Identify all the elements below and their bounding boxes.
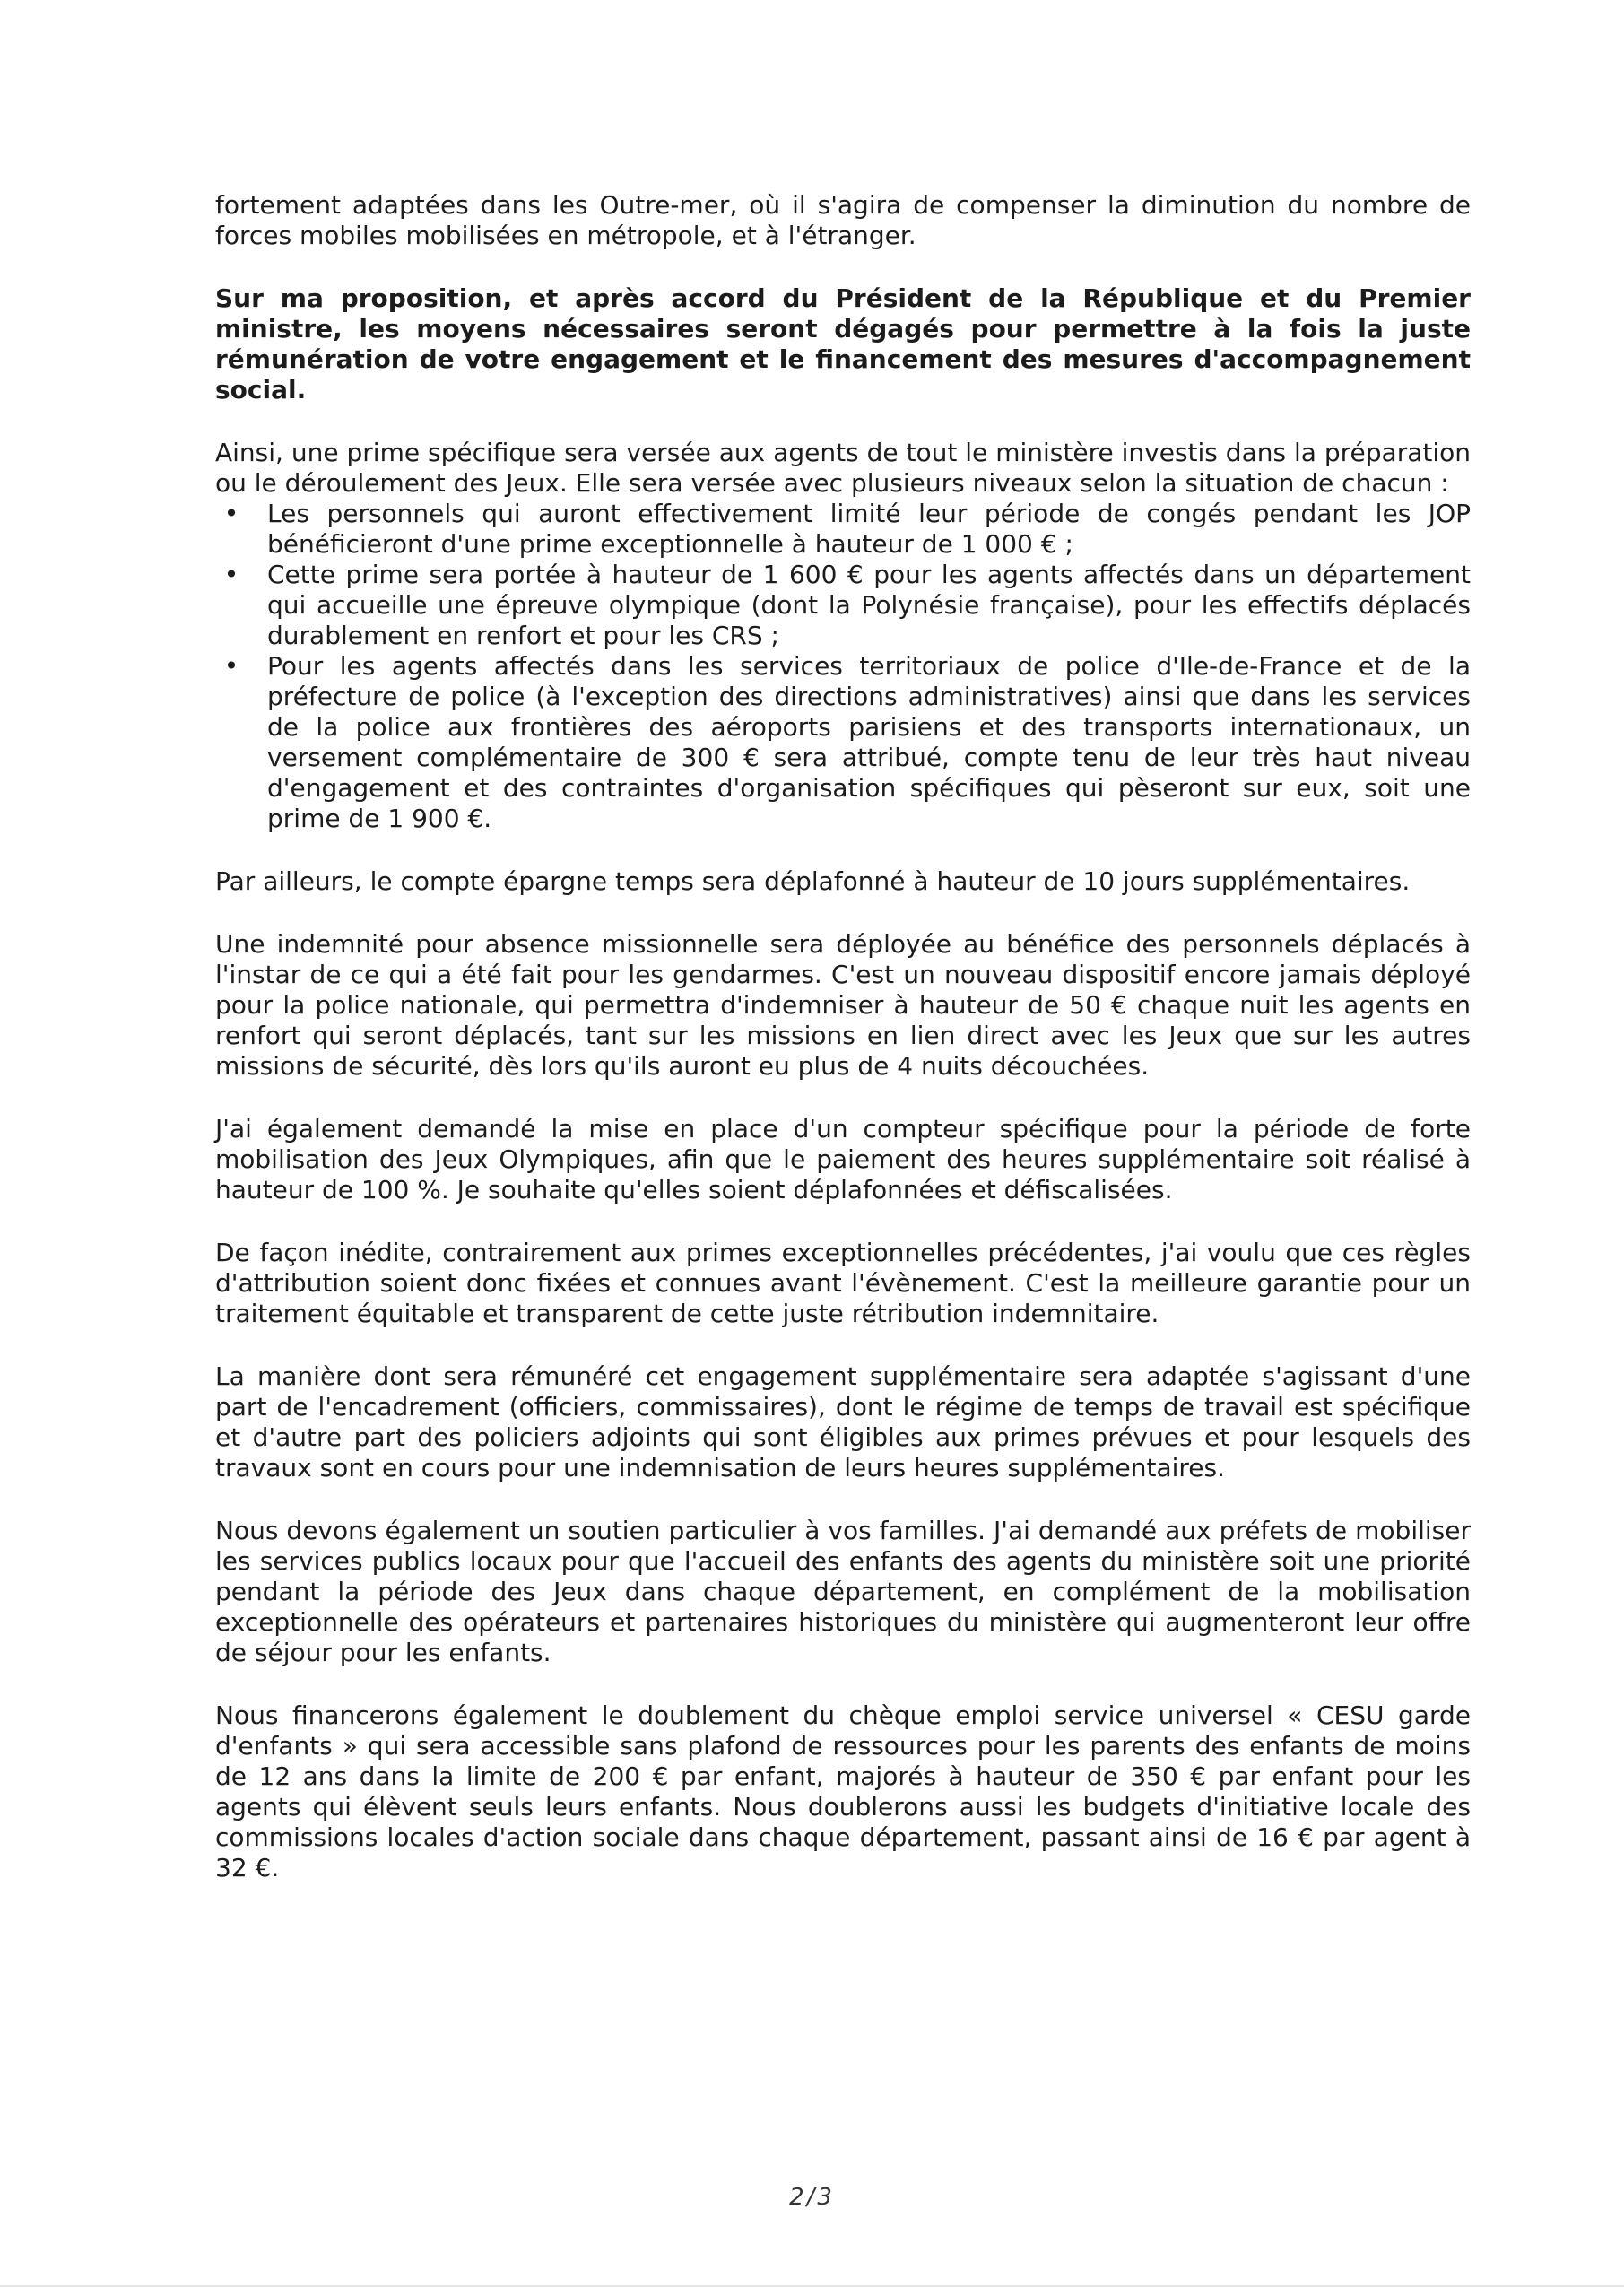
paragraph-management-compensation: La manière dont sera rémunéré cet engagement supplémentaire sera adaptée s'agissant d'une part de l'encadrement (officiers, commissaires), dont le régime de temps de travail est spécifique et d'autre part des policiers adjoints qui sont éligibles aux primes prévues et pour lesquels des travaux sont en cours pour une indemnisation de leurs heures supplémentaires. xyxy=(215,1361,1471,1483)
bullet-icon: • xyxy=(223,651,239,681)
list-item-text: Cette prime sera portée à hauteur de 1 600 € pour les agents affectés dans un département qui accueille une épreuve olympique (dont la Polynésie française), pour les effectifs déplacés durablement en renfort et pour les CRS ; xyxy=(267,560,1471,650)
bullet-icon: • xyxy=(223,499,239,528)
bonus-levels-list xyxy=(215,499,1471,834)
list-item-text: Les personnels qui auront effectivement limité leur période de congés pendant les JOP bénéficieront d'une prime exceptionnelle à hauteur de 1 000 € ; xyxy=(267,499,1471,559)
paragraph-overseas: fortement adaptées dans les Outre-mer, où il s'agira de compenser la diminution du nombre de forces mobiles mobilisées en métropole, et à l'étranger. xyxy=(215,190,1471,250)
paragraph-overtime-counter: J'ai également demandé la mise en place d'un compteur spécifique pour la période de forte mobilisation des Jeux Olympiques, afin que le paiement des heures supplémentaire soit réalisé à hauteur de 100 %. Je souhaite qu'elles soient déplafonnées et défiscalisées. xyxy=(215,1114,1471,1205)
list-item xyxy=(215,560,1471,651)
scan-edge-divider xyxy=(0,2285,1624,2287)
bullet-icon: • xyxy=(223,560,239,589)
list-item xyxy=(215,499,1471,560)
list-item xyxy=(215,651,1471,834)
paragraph-family-support: Nous devons également un soutien particulier à vos familles. J'ai demandé aux préfets de mobiliser les services publics locaux pour que l'accueil des enfants des agents du ministère soit une priorité pendant la période des Jeux dans chaque département, en complément de la mobilisation exceptionnelle des opérateurs et partenaires historiques du ministère qui augmenteront leur offre de séjour pour les enfants. xyxy=(215,1516,1471,1667)
paragraph-time-savings-account: Par ailleurs, le compte épargne temps sera déplafonné à hauteur de 10 jours supplémentaires. xyxy=(215,866,1411,896)
page-number: 2/3 xyxy=(789,2184,835,2211)
letter-body xyxy=(215,190,1471,1916)
paragraph-attribution-rules: De façon inédite, contrairement aux primes exceptionnelles précédentes, j'ai voulu que ces règles d'attribution soient donc fixées et connues avant l'évènement. C'est la meilleure garantie pour un traitement équitable et transparent de cette juste rétribution indemnitaire. xyxy=(215,1238,1471,1328)
paragraph-specific-bonus: Ainsi, une prime spécifique sera versée aux agents de tout le ministère investis dans la préparation ou le déroulement des Jeux. Elle sera versée avec plusieurs niveaux selon la situation de chacun : xyxy=(215,438,1471,498)
paragraph-mission-allowance: Une indemnité pour absence missionnelle sera déployée au bénéfice des personnels déplacés à l'instar de ce qui a été fait pour les gendarmes. C'est un nouveau dispositif encore jamais déployé pour la police nationale, qui permettra d'indemniser à hauteur de 50 € chaque nuit les agents en renfort qui seront déplacés, tant sur les missions en lien direct avec les Jeux que sur les autres missions de sécurité, dès lors qu'ils auront eu plus de 4 nuits découchées. xyxy=(215,929,1471,1081)
paragraph-funding-announcement: Sur ma proposition, et après accord du Président de la République et du Premier ministre, les moyens nécessaires seront dégagés pour permettre à la fois la juste rémunération de votre engagement et le financement des mesures d'accompagnement social. xyxy=(215,283,1471,404)
paragraph-cesu-funding: Nous financerons également le doublement du chèque emploi service universel « CESU garde d'enfants » qui sera accessible sans plafond de ressources pour les parents des enfants de moins de 12 ans dans la limite de 200 € par enfant, majorés à hauteur de 350 € par enfant pour les agents qui élèvent seuls leurs enfants. Nous doublerons aussi les budgets d'initiative locale des commissions locales d'action sociale dans chaque département, passant ainsi de 16 € par agent à 32 €. xyxy=(215,1700,1471,1883)
list-item-text: Pour les agents affectés dans les services territoriaux de police d'Ile-de-France et de la préfecture de police (à l'exception des directions administratives) ainsi que dans les services de la police aux frontières des aéroports parisiens et des transports internationaux, un versement complémentaire de 300 € sera attribué, compte tenu de leur très haut niveau d'engagement et des contraintes d'organisation spécifiques qui pèseront sur eux, soit une prime de 1 900 €. xyxy=(267,651,1471,833)
